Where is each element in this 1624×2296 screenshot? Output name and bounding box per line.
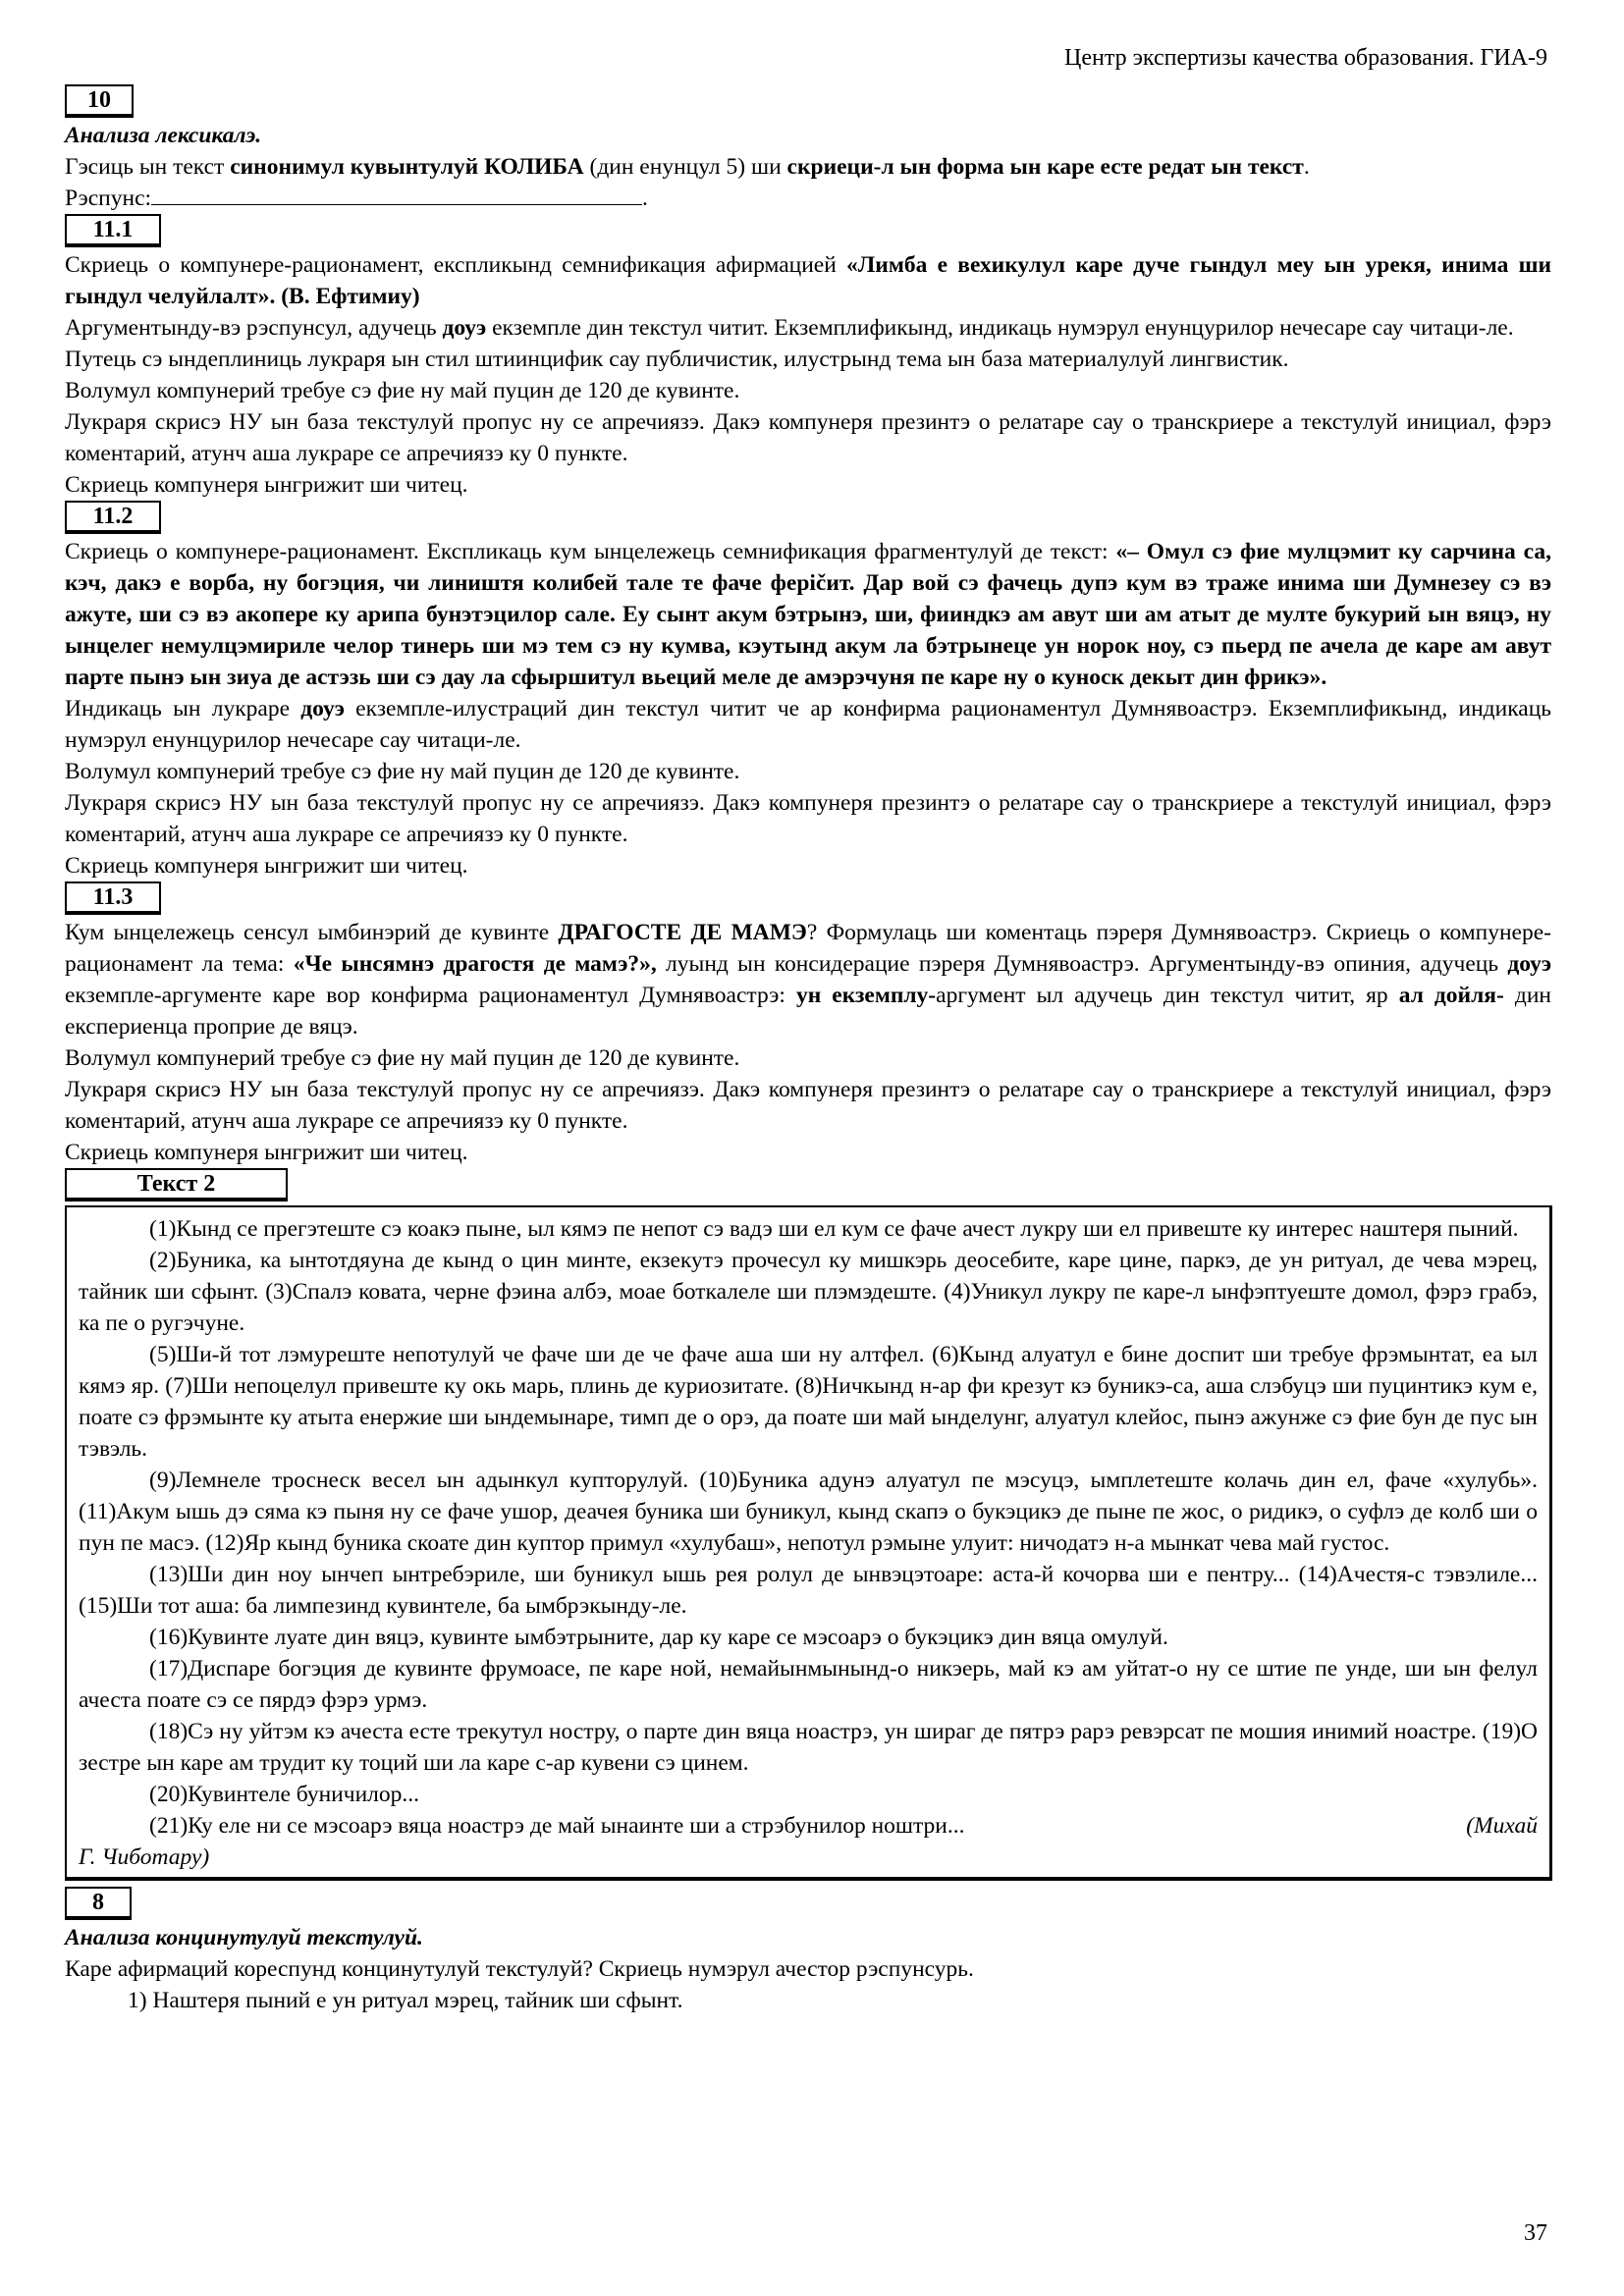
- task-number-box: 11.1: [65, 214, 161, 247]
- task-instruction: Волумул компунерий требуе сэ фие ну май пуцин де 120 де кувинте.: [65, 378, 740, 403]
- page-number: 37: [1524, 2220, 1547, 2246]
- task-number-box: 10: [65, 84, 134, 118]
- text-label-box: Текст 2: [65, 1168, 288, 1201]
- page-header: Центр экспертизы качества образования. ГИА-9: [1064, 45, 1547, 71]
- text-box: [65, 1205, 1552, 1881]
- task-heading: Анализа концинутулуй текстулуй.: [65, 1925, 423, 1950]
- task-11-2: [65, 501, 1551, 881]
- task-instruction: Скриець о компунере-рационамент. Експликаць кум ынцележець семнификация фрагментулуй де текст: «– Омул сэ фие мулцэмит ку сарчина са, кэч, дакэ е ворба, ну богэция, чи лиништя колибей тале те фаче ферičит. Дар вой сэ фачець дупэ кум вэ траже инима ши Думнезеу сэ вэ ажуте, ши сэ вэ акопере ку арипа бунэтэцилор сале. Еу сынт акум бэтрынэ, ши, фииндкэ ам авут ши ам атыт де мулте букурий ын вяцэ, ну ынцелег немулцэмириле челор тинерь ши мэ тем сэ ну кумва, кэутынд акум ла бэтрынеце ун норок ноу, сэ пьерд пе ачела де каре ам авут парте пынэ ын зиуа де астэзь ши сэ дау ла сфыршитул вьеций меле де амэрэчуня пе каре ну о куноск декыт дин фрикэ».: [65, 539, 1551, 690]
- task-number-box: 11.2: [65, 501, 161, 534]
- text-paragraph: (1)Кынд се прегэтеште сэ коакэ пыне, ыл кямэ пе непот сэ вадэ ши ел кум се фаче ачест лукру ши ел привеште ку интерес наштеря пыний.: [149, 1216, 1519, 1242]
- task-instruction: Лукраря скрисэ НУ ын база текстулуй пропус ну се апречиязэ. Дакэ компунеря презинтэ о релатаре сау о транскриере а текстулуй инициал, фэрэ коментарий, атунч аша лукраре се апречиязэ ку 0 пункте.: [65, 409, 1551, 466]
- text-paragraph: (2)Буника, ка ынтотдяуна де кынд о цин минте, екзекутэ прочесул ку мишкэрь деосебите, каре цине, паркэ, де ун ритуал, де чева мэрец, тайник ши сфынт. (3)Спалэ ковата, черне фэина албэ, моае боткалеле ши плэмэдеште. (4)Уникул лукру пе каре-л ынфэптуеште домол, фэрэ грабэ, ка пе о ругэчуне.: [79, 1248, 1538, 1336]
- text-paragraph: (5)Ши-й тот лэмуреште непотулуй че фаче ши де че фаче аша ши ну алтфел. (6)Кынд алуатул е бине доспит ши требуе фрэмынтат, еа ыл кямэ яр. (7)Ши непоцелул привеште ку окь марь, плинь де куриозитате. (8)Ничкынд н-ар фи крезут кэ буникэ-са, аша слэбуцэ ши пуцинтикэ кум е, поате сэ фрэмынте ку атыта енержие ши ындемынаре, тимп де о орэ, да поате ши май ынделунг, алуатул клейос, пынэ ажунже сэ фие бун де пус ын тэвэль.: [79, 1342, 1538, 1462]
- task-instruction: Путець сэ ындеплиниць лукраря ын стил штиинцифик сау публичистик, илустрынд тема ын база материалулуй лингвистик.: [65, 347, 1289, 372]
- text-paragraph: (21)Ку еле ни се мэсоарэ вяца ноастрэ де май ынаинте ши а стрэбунилор ноштри... (Михай: [79, 1810, 1538, 1842]
- task-11-3: [65, 881, 1551, 1168]
- task-instruction: Аргументынду-вэ рэспунсул, адучець доуэ екземпле дин текстул читит. Екземплификынд, индикаць нумэрул енунцурилор нечесаре сау читаци-ле.: [65, 315, 1514, 341]
- task-instruction: Скриець компунеря ынгрижит ши читец.: [65, 853, 468, 879]
- task-instruction: Лукраря скрисэ НУ ын база текстулуй пропус ну се апречиязэ. Дакэ компунеря презинтэ о релатаре сау о транскриере а текстулуй инициал, фэрэ коментарий, атунч аша лукраре се апречиязэ ку 0 пункте.: [65, 1077, 1551, 1134]
- task-instruction: Скриець о компунере-рационамент, експликынд семнификация афирмацией «Лимба е вехикулул каре дуче гындул меу ын урекя, инима ши гындул челуйлалт». (В. Ефтимиу): [65, 252, 1551, 309]
- answer-row: Рэспунс: .: [65, 183, 1551, 214]
- task-number-box: 11.3: [65, 881, 161, 915]
- answer-label: Рэспунс:: [65, 186, 152, 211]
- task-question: Каре афирмаций кореспунд концинутулуй текстулуй? Скриець нумэрул ачестор рэспунсурь.: [65, 1956, 974, 1982]
- author-name: (Михай: [1466, 1813, 1538, 1839]
- text-paragraph: (16)Кувинте луате дин вяцэ, кувинте ымбэтрыните, дар ку каре се мэсоарэ о букэцикэ дин вяца омулуй.: [149, 1625, 1168, 1650]
- task-instruction: Кум ынцележець сенсул ымбинэрий де кувинте ДРАГОСТЕ ДЕ МАМЭ? Формулаць ши коментаць пэреря Думнявоастрэ. Скриець о компунере-рационамент ла тема: «Че ынсямнэ драгостя де мамэ?», луынд ын консидерацие пэреря Думнявоастрэ. Аргументынду-вэ опиния, адучець доуэ екземпле-аргументе каре вор конфирма рационаментул Думнявоастрэ: ун екземплу-аргумент ыл адучець дин текстул читит, яр ал дойля- дин експериенца проприе де вяцэ.: [65, 920, 1552, 1040]
- text-paragraph: (9)Лемнеле троснеск весел ын адынкул купторулуй. (10)Буника адунэ алуатул пе мэсуцэ, ымплетеште колачь дин ел, фаче «хулубь». (11)Акум ышь дэ сяма кэ пыня ну се фаче ушор, деачея буника ши буникул, кынд скапэ о букэцикэ де пыне пе жос, о ридикэ, о суфлэ де колб ши о пун пе масэ. (12)Яр кынд буника скоате дин куптор примул «хулубаш», непотул рэмыне улуит: ничодатэ н-а мынкат чева май густос.: [79, 1468, 1538, 1556]
- task-11-1: [65, 214, 1551, 501]
- reading-text-2: [65, 1168, 1551, 1881]
- task-instruction: Скриець компунеря ынгрижит ши читец.: [65, 1140, 468, 1165]
- author-name-cont: Г. Чиботару): [79, 1844, 210, 1870]
- task-heading: Анализа лексикалэ.: [65, 123, 262, 148]
- answer-options: [65, 1985, 1551, 2016]
- task-instruction: Лукраря скрисэ НУ ын база текстулуй пропус ну се апречиязэ. Дакэ компунеря презинтэ о релатаре сау о транскриере а текстулуй инициал, фэрэ коментарий, атунч аша лукраре се апречиязэ ку 0 пункте.: [65, 790, 1551, 847]
- task-10: [65, 84, 1551, 214]
- task-number-box: 8: [65, 1887, 132, 1920]
- answer-field[interactable]: [151, 183, 642, 205]
- text-paragraph: (20)Кувинтеле буничилор...: [149, 1782, 420, 1807]
- task-instruction: Индикаць ын лукраре доуэ екземпле-илустраций дин текстул читит че ар конфирма рационаментул Думнявоастрэ. Екземплификынд, индикаць нумэрул енунцурилор нечесаре сау читаци-ле.: [65, 696, 1551, 753]
- answer-option: 1) Наштеря пыний е ун ритуал мэрец, тайник ши сфынт.: [128, 1988, 683, 2013]
- page-content: [65, 84, 1551, 2016]
- task-instruction: Скриець компунеря ынгрижит ши читец.: [65, 472, 468, 498]
- text-paragraph: (17)Диспаре богэция де кувинте фрумоасе, пе каре ной, немайынмынынд-о никэерь, май кэ ам уйтат-о ну се штие пе унде, ши ын фелул ачеста поате сэ се пярдэ фэрэ урмэ.: [79, 1656, 1538, 1713]
- text-paragraph: (13)Ши дин ноу ынчеп ынтребэриле, ши буникул ышь рея ролул де ынвэцэтоаре: аста-й кочорва ши е пентру... (14)Ачестя-с тэвэлиле... (15)Ши тот аша: ба лимпезинд кувинтеле, ба ымбрэкынду-ле.: [79, 1562, 1538, 1619]
- text-paragraph: (18)Сэ ну уйтэм кэ ачеста есте трекутул ностру, о парте дин вяца ноастрэ, ун шираг де пятрэ рарэ ревэрсат пе мошия инимий ноастре. (19)О зестре ын каре ам трудит ку тоций ши ла каре с-ар кувени сэ цинем.: [79, 1719, 1538, 1776]
- task-8: [65, 1887, 1551, 2016]
- task-instruction: Гэсиць ын текст синонимул кувынтулуй КОЛИБА (дин енунцул 5) ши скриеци-л ын форма ын каре есте редат ын текст.: [65, 154, 1310, 180]
- task-instruction: Волумул компунерий требуе сэ фие ну май пуцин де 120 де кувинте.: [65, 759, 740, 784]
- task-instruction: Волумул компунерий требуе сэ фие ну май пуцин де 120 де кувинте.: [65, 1045, 740, 1071]
